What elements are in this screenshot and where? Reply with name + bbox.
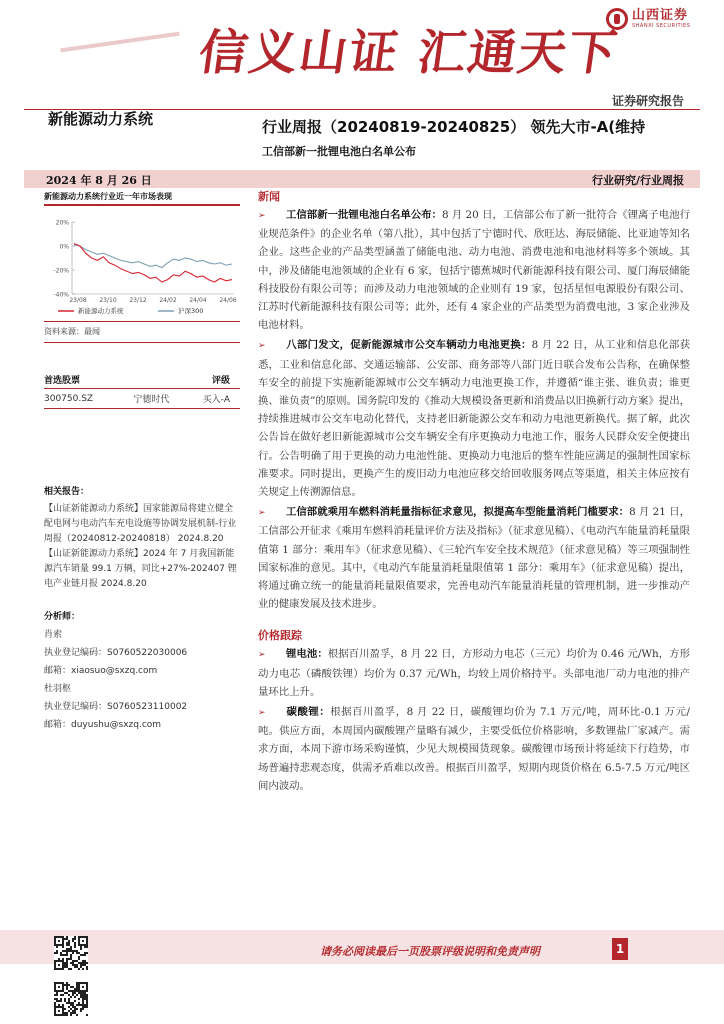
price-item-lead: 碳酸锂：: [286, 706, 331, 719]
bullet-arrow-icon: ➢: [258, 650, 266, 661]
stock-code: 300750.SZ: [44, 389, 123, 409]
analyst-license: 执业登记编码：S0760522030006: [44, 648, 188, 658]
sector-name: 新能源动力系统: [48, 110, 154, 128]
qr-code-icon: [54, 982, 88, 1016]
stock-rating: 买入-A: [180, 389, 240, 409]
page-number: 1: [612, 938, 628, 960]
price-item-text: 根据百川盈孚，8 月 22 日，方形动力电芯（三元）均价为 0.46 元/Wh，方形动力电芯（磷酸铁锂）均价为 0.37 元/Wh，均较上周价格持平。头部电池厂动力电池的排产量环比上升。: [258, 648, 691, 698]
market-chart: [44, 204, 240, 322]
news-item-text: 8 月 21 日，工信部公开征求《乘用车燃料消耗量评价方法及指标》（征求意见稿）、《电动汽车能量消耗量限值第 1 部分：乘用车》（征求意见稿）、《三轮汽车安全技术规范》（征求意见稿）等三项强制性国家标准的意见。其中，《电动汽车能量消耗量限值第 1 部分：乘用车》（征求意见稿）提出，将通过确立统一的能量消耗量限值要求，完善电动汽车能量消耗量的管理机制，进一步推动产业的健康发展及技术进步。: [258, 506, 690, 611]
news-item-lead: 八部门发文，促新能源城市公交车辆动力电池更换：: [286, 339, 532, 352]
stock-table: [44, 371, 240, 409]
series-line: [74, 245, 232, 268]
header-banner: [0, 0, 724, 108]
stock-header-pick: 首选股票: [44, 371, 123, 389]
analysts-label: 分析师：: [44, 612, 81, 622]
chart-svg: [44, 206, 240, 321]
news-item-lead: 工信部就乘用车燃料消耗量指标征求意见，拟提高车型能量消耗门槛要求：: [286, 506, 630, 519]
section-news-heading: 新闻: [258, 190, 280, 203]
table-row: [44, 389, 240, 409]
price-item: [258, 645, 690, 701]
x-tick-label: 23/12: [129, 297, 147, 304]
bullet-arrow-icon: ➢: [258, 708, 266, 719]
qr-code-icon: [54, 936, 88, 970]
banner-slogan: 信义山证 汇通天下: [195, 25, 623, 81]
main-content: [258, 188, 690, 797]
price-item: [258, 703, 690, 795]
x-tick-label: 24/06: [219, 297, 237, 304]
legend-label: 沪深300: [178, 307, 204, 315]
price-item-text: 根据百川盈孚，8 月 22 日，碳酸锂均价为 7.1 万元/吨，周环比-0.1 万元/吨。供应方面，本周国内碳酸锂产量略有减少，主要受低位价格影响，多数锂盐厂家减产。需求方面，本周下游市场采购谨慎，少见大规模囤货现象。碳酸锂市场预计将延续下行趋势，市场普遍持悲观态度，供需矛盾难以改善。根据百川盈孚，短期内现货价格在 6.5-7.5 万元/吨区间内波动。: [258, 706, 691, 792]
y-tick-label: -40%: [53, 291, 69, 299]
banner-decoration: [60, 32, 179, 53]
bullet-arrow-icon: ➢: [258, 341, 266, 352]
y-tick-label: 0%: [59, 243, 69, 251]
related-report-1[interactable]: 【山证新能源动力系统】国家能源局将建立健全配电网与电动汽车充电设施等协调发展机制-行业周报（20240812-20240818） 2024.8.20: [44, 504, 237, 544]
news-item: [258, 206, 690, 334]
report-title: 行业周报（20240819-20240825） 领先大市-A(维持: [262, 118, 646, 136]
logo-en: SHANXI SECURITIES: [632, 23, 691, 29]
news-item: [258, 503, 690, 613]
bullet-arrow-icon: ➢: [258, 508, 266, 519]
y-tick-label: -20%: [53, 267, 69, 275]
stock-header-rating: 评级: [180, 371, 240, 389]
news-item: [258, 336, 690, 501]
chart-title: 新能源动力系统行业近一年市场表现: [44, 192, 172, 201]
analysts: [44, 608, 240, 734]
sidebar: [44, 190, 240, 734]
legend-label: 新能源动力系统: [78, 307, 124, 315]
analyst-name: 杜羽枢: [44, 684, 72, 694]
logo-icon: [606, 8, 628, 30]
date-bar: [24, 170, 700, 188]
logo-cn: 山西证券: [632, 8, 689, 23]
x-tick-label: 24/02: [159, 297, 177, 304]
x-tick-label: 23/08: [69, 297, 87, 304]
section-price-heading: 价格跟踪: [258, 629, 302, 643]
analyst-name: 肖索: [44, 630, 63, 640]
x-tick-label: 24/04: [189, 297, 207, 304]
stock-name: 宁德时代: [123, 389, 181, 409]
news-item-lead: 工信部新一批锂电池白名单公布：: [286, 209, 442, 221]
related-reports: [44, 485, 240, 592]
bullet-arrow-icon: ➢: [258, 211, 266, 221]
y-tick-label: 20%: [55, 219, 69, 227]
report-date: 2024 年 8 月 26 日: [46, 174, 152, 187]
analyst-email[interactable]: 邮箱：duyushu@sxzq.com: [44, 720, 162, 730]
analyst-license: 执业登记编码：S0760523110002: [44, 702, 188, 712]
company-logo: [606, 8, 690, 30]
related-label: 相关报告：: [44, 487, 90, 497]
chart-source: 资料来源：最闻: [44, 326, 240, 343]
report-subtitle: 工信部新一批锂电池白名单公布: [262, 145, 416, 158]
report-category: 行业研究/行业周报: [592, 174, 685, 187]
related-report-2[interactable]: 【山证新能源动力系统】2024 年 7 月我国新能源汽车销量 99.1 万辆，同比+27%-202407 锂电产业链月报 2024.8.20: [44, 549, 237, 589]
price-item-lead: 锂电池：: [286, 648, 328, 661]
news-item-text: 8 月 20 日，工信部公布了新一批符合《锂离子电池行业规范条件》的企业名单（第八批），其中包括了宁德时代、欣旺达、海辰储能、比亚迪等知名企业。这些企业的产品类型涵盖了储能电池、动力电池、消费电池和电池材料等多个领域。其中，涉及储能电池领域的企业有 6 家，包括宁德蕉城时代新能源科技有限公司、厦门海辰储能科技股份有限公司等；而涉及动力电池领域的企业则有 19 家，包括星恒电源股份有限公司、江苏时代新能源科技有限公司等；此外，还有 4 家企业的产品类型为消费电池，3 家企业涉及电池材料。: [258, 209, 690, 332]
news-item-text: 8 月 22 日，从工业和信息化部获悉，工业和信息化部、交通运输部、公安部、商务部等八部门近日联合发布公告称，在确保整车安全的前提下实施新能源城市公交车辆动力电池更换工作，并遵循“谁主张、谁负责；谁更换、谁负责”的原则。国务院印发的《推动大规模设备更新和消费品以旧换新行动方案》提出，持续推进城市公交车电动化替代，支持老旧新能源公交车和动力电池更新换代。据了解，此次公告旨在做好老旧新能源城市公交车辆安全有序更换动力电池工作，服务人民群众安全便捷出行。公告明确了用于更换的动力电池性能、更换动力电池后的整车性能应满足的强制性国家标准要求。同时提出，更换产生的废旧动力电池应移交给回收服务网点等渠道，相关主体应按有关规定上传溯源信息。: [258, 339, 690, 499]
stock-header-name: [123, 371, 181, 389]
x-tick-label: 23/10: [99, 297, 117, 304]
analyst-email[interactable]: 邮箱：xiaosuo@sxzq.com: [44, 666, 158, 676]
report-type: 证券研究报告: [612, 94, 685, 108]
disclaimer-notice: 请务必阅读最后一页股票评级说明和免责声明: [320, 945, 540, 958]
